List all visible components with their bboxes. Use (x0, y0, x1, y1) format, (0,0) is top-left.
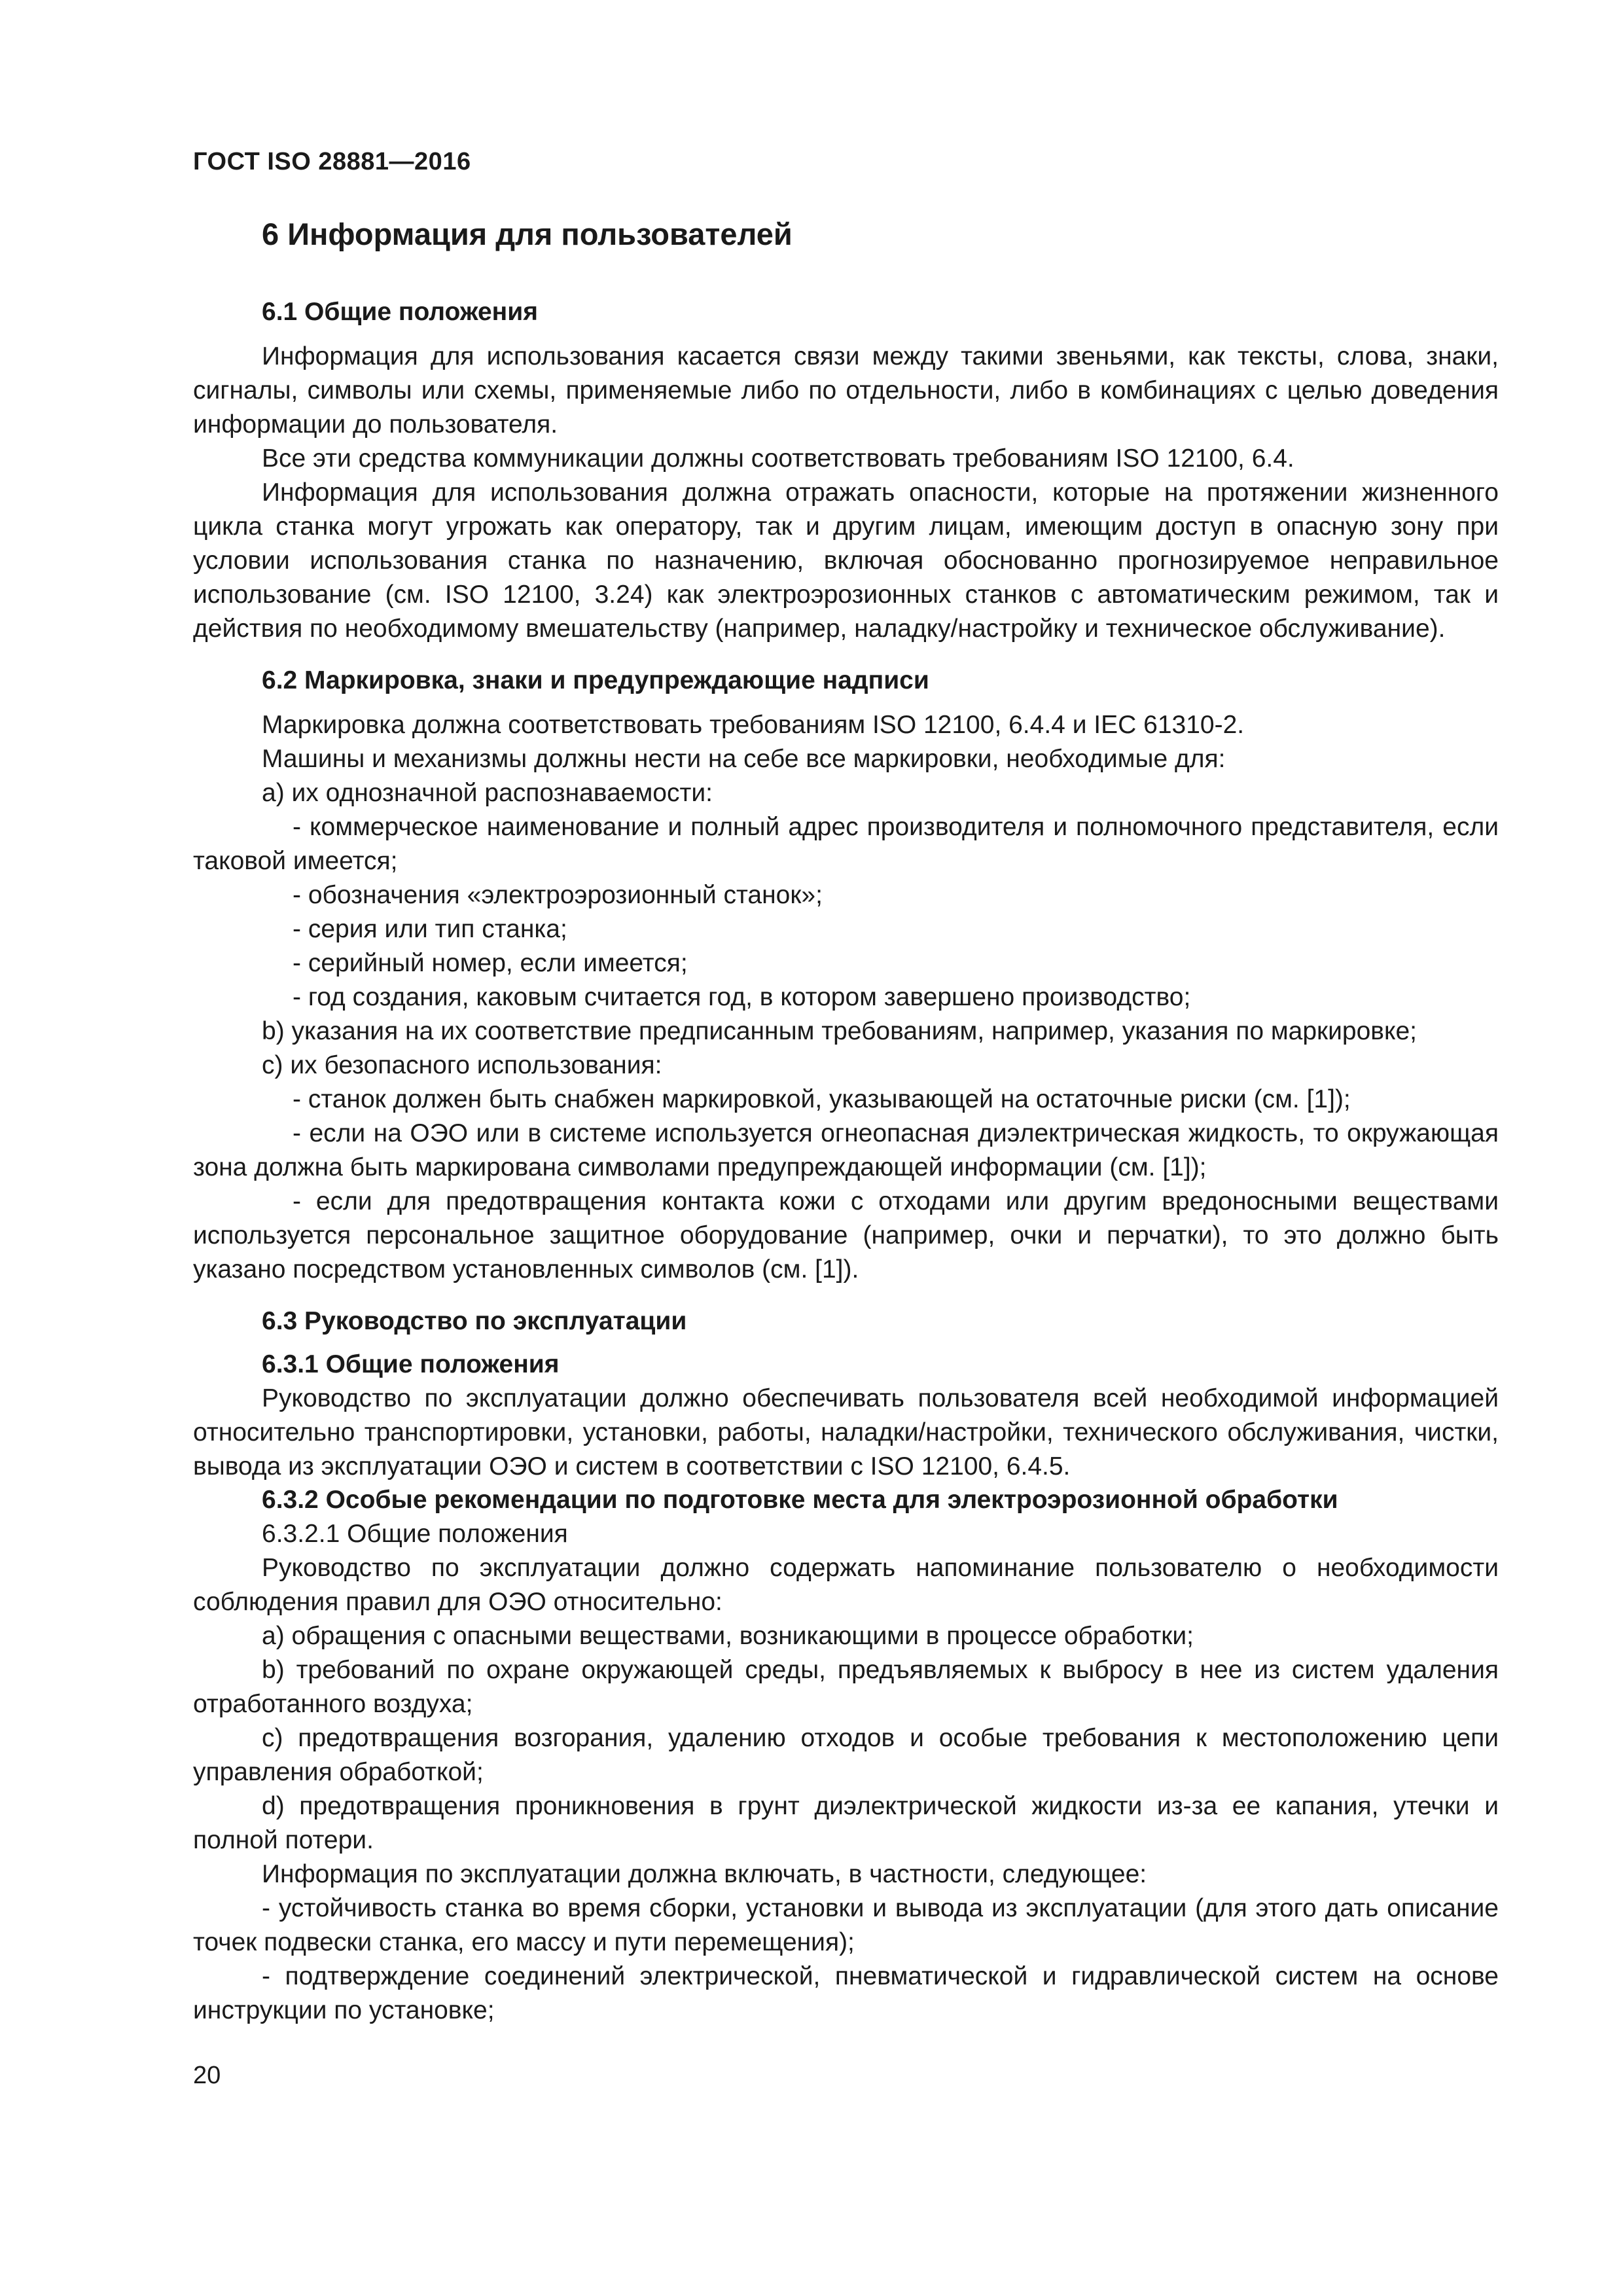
section-title: 6 Информация для пользователей (262, 217, 793, 251)
list-item: - обозначения «электроэрозионный станок»; (293, 880, 823, 909)
list-item: - коммерческое наименование и полный адрес производителя и полномочного представителя, если таковой имеется; (193, 812, 1499, 875)
list-item: - если для предотвращения контакта кожи с отходами или другим вредоносными веществами используется персональное защитное оборудование (например, очки и перчатки), то это должно быть указано посредством установленных символов (см. [1]). (193, 1187, 1499, 1283)
list-heading: b) указания на их соответствие предписанным требованиям, например, указания по маркировке; (262, 1016, 1418, 1045)
list-heading: c) их безопасного использования: (262, 1050, 662, 1079)
paragraph: Маркировка должна соответствовать требованиям ISO 12100, 6.4.4 и IEC 61310-2. (262, 710, 1245, 739)
paragraph: Информация для использования должна отражать опасности, которые на протяжении жизненного цикла станка могут угрожать как оператору, так и другим лицам, имеющим доступ в опасную зону при условии использования станка по назначению, включая обоснованно прогнозируемое неправильное использование (см. ISO 12100, 3.24) как электроэрозионных станков с автоматическим режимом, так и действия по необходимому вмешательству (например, наладку/настройку и техническое обслуживание). (193, 478, 1499, 643)
list-heading: a) их однозначной распознаваемости: (262, 778, 713, 807)
list-item: b) требований по охране окружающей среды, предъявляемых к выбросу в нее из систем удаления отработанного воздуха; (193, 1655, 1499, 1718)
list-item: d) предотвращения проникновения в грунт диэлектрической жидкости из-за ее капания, утечки и полной потери. (193, 1791, 1499, 1854)
subsection-6-3-2-1-title: 6.3.2.1 Общие положения (262, 1519, 568, 1548)
list-item: - подтверждение соединений электрической, пневматической и гидравлической систем на основе инструкции по установке; (193, 1962, 1499, 2024)
subsection-6-3-2-title: 6.3.2 Особые рекомендации по подготовке места для электроэрозионной обработки (262, 1486, 1338, 1515)
subsection-6-2-title: 6.2 Маркировка, знаки и предупреждающие надписи (262, 666, 929, 695)
list-item: - серия или тип станка; (293, 914, 567, 943)
paragraph: Руководство по эксплуатации должно обеспечивать пользователя всей необходимой информацией относительно транспортировки, установки, работы, наладки/настройки, технического обслуживания, чистки, вывода из эксплуатации ОЭО и систем в соответствии с ISO 12100, 6.4.5. (193, 1384, 1499, 1481)
paragraph: Информация по эксплуатации должна включать, в частности, следующее: (262, 1859, 1147, 1888)
list-item: - устойчивость станка во время сборки, установки и вывода из эксплуатации (для этого дать описание точек подвески станка, его массу и пути перемещения); (193, 1893, 1499, 1956)
list-item: - год создания, каковым считается год, в котором завершено производство; (293, 982, 1191, 1011)
subsection-6-3-1-title: 6.3.1 Общие положения (262, 1350, 560, 1379)
list-item: a) обращения с опасными веществами, возникающими в процессе обработки; (262, 1621, 1194, 1650)
list-item: - если на ОЭО или в системе используется огнеопасная диэлектрическая жидкость, то окружающая зона должна быть маркирована символами предупреждающей информации (см. [1]); (193, 1119, 1499, 1181)
document-code-header: ГОСТ ISO 28881—2016 (193, 148, 471, 175)
list-item: c) предотвращения возгорания, удалению отходов и особые требования к местоположению цепи управления обработкой; (193, 1723, 1499, 1786)
paragraph: Руководство по эксплуатации должно содержать напоминание пользователю о необходимости соблюдения правил для ОЭО относительно: (193, 1553, 1499, 1616)
paragraph: Все эти средства коммуникации должны соответствовать требованиям ISO 12100, 6.4. (262, 444, 1294, 473)
subsection-6-3-title: 6.3 Руководство по эксплуатации (262, 1306, 687, 1335)
paragraph: Информация для использования касается связи между такими звеньями, как тексты, слова, знаки, сигналы, символы или схемы, применяемые либо по отдельности, либо в комбинациях с целью доведения информации до пользователя. (193, 342, 1499, 439)
list-item: - серийный номер, если имеется; (293, 948, 688, 977)
subsection-6-1-title: 6.1 Общие положения (262, 298, 538, 327)
page-number: 20 (193, 2062, 221, 2089)
document-body (193, 216, 1499, 2028)
paragraph: Машины и механизмы должны нести на себе все маркировки, необходимые для: (262, 744, 1226, 773)
list-item: - станок должен быть снабжен маркировкой, указывающей на остаточные риски (см. [1]); (293, 1085, 1351, 1113)
